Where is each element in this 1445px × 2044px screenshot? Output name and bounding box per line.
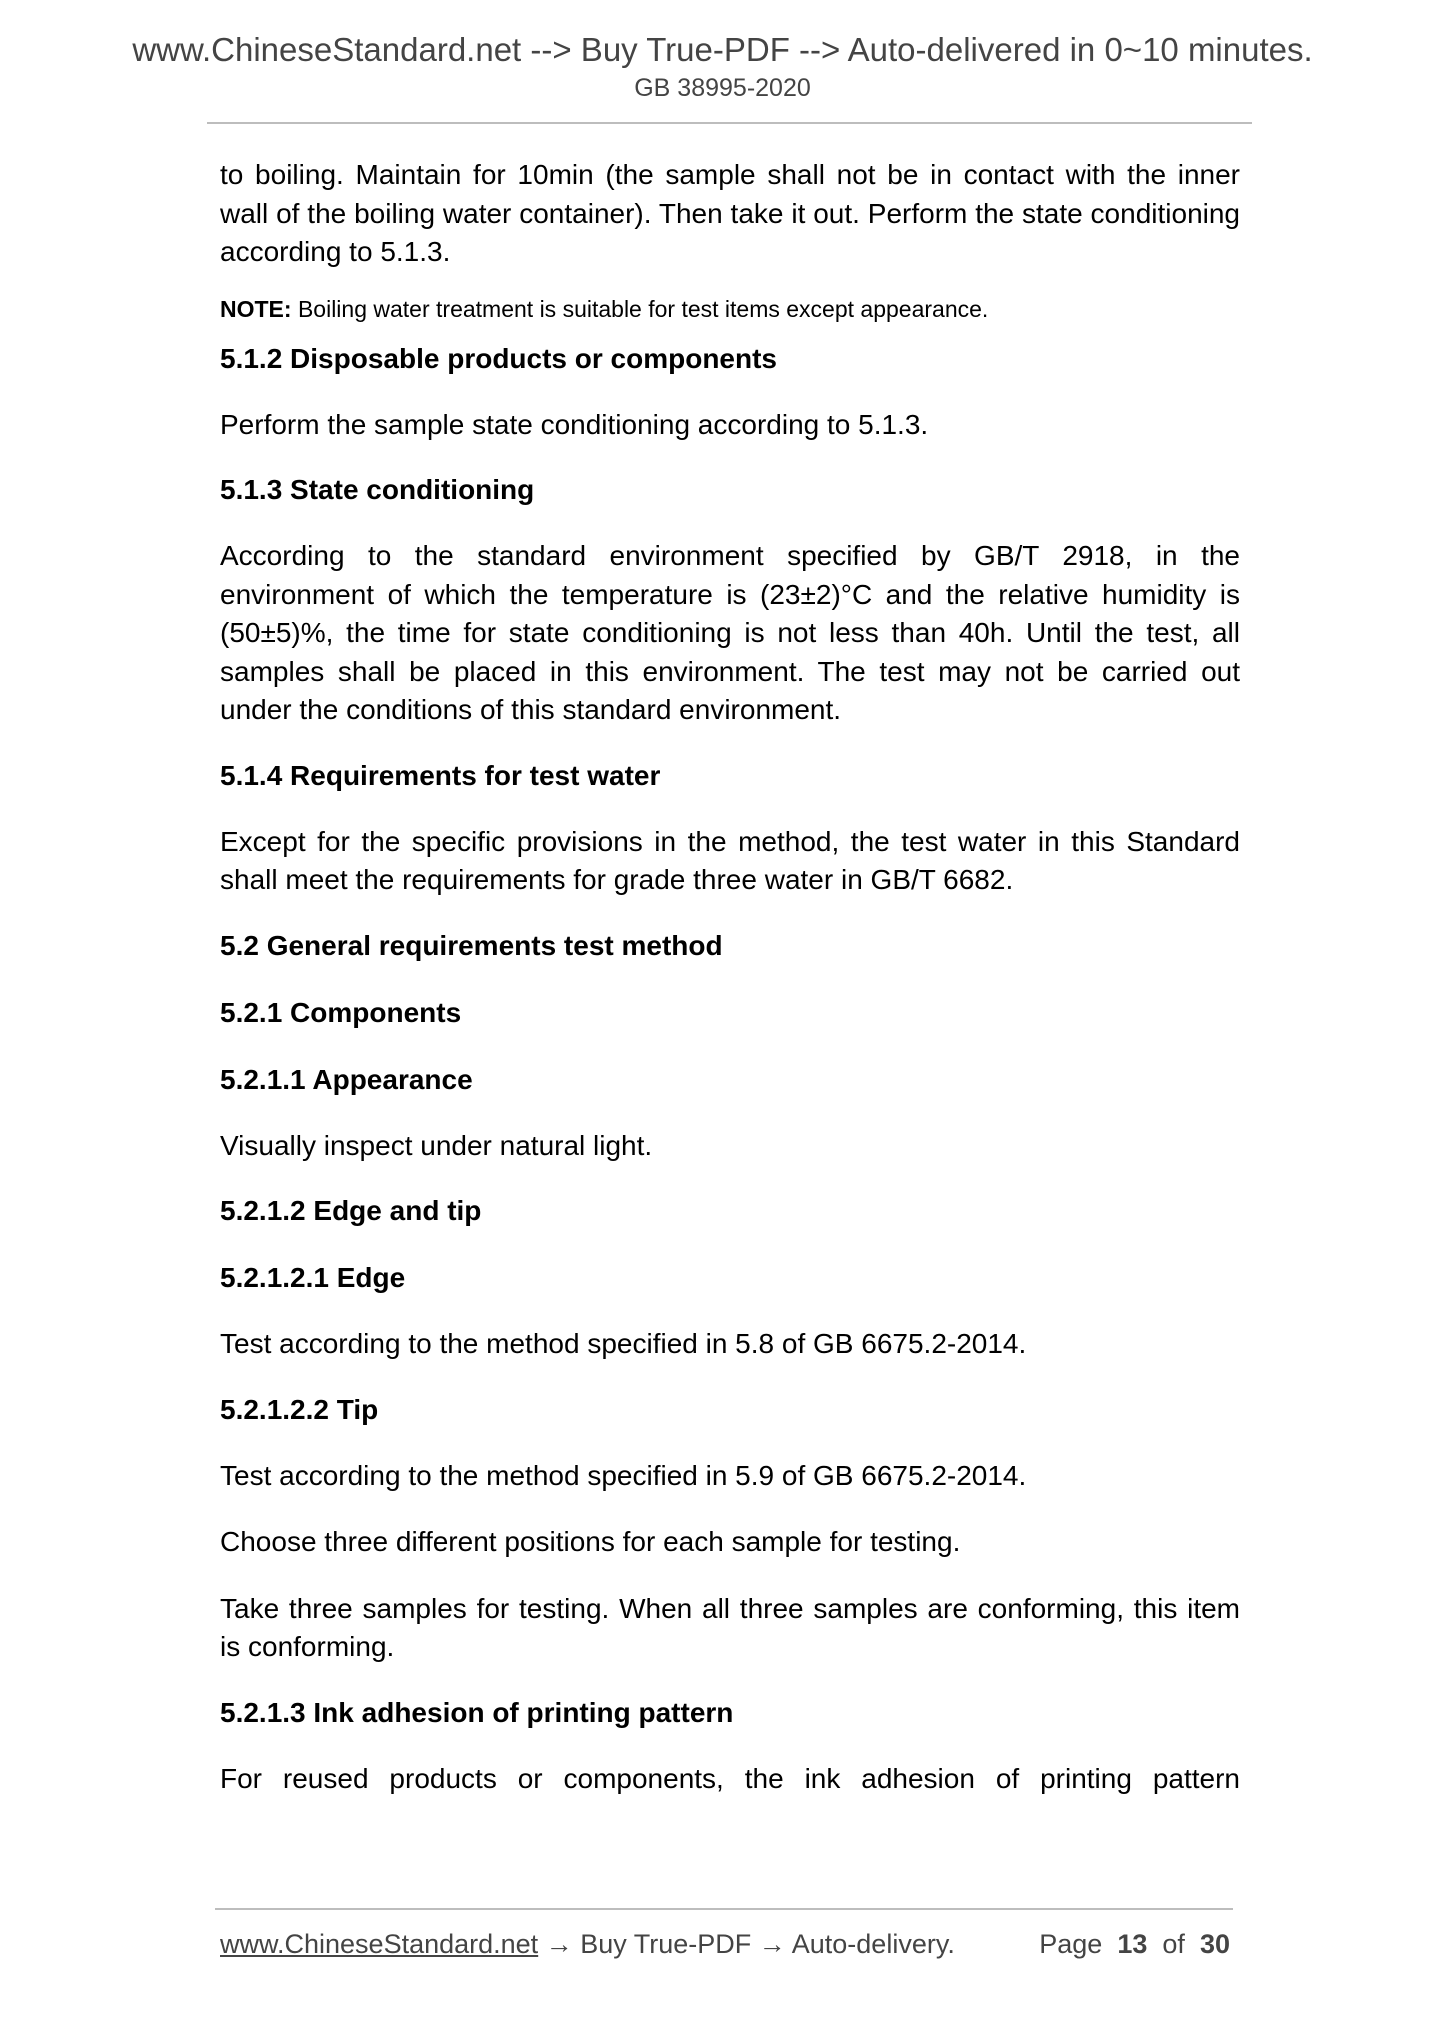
- paragraph-5-2-1-2-2-a: Test according to the method specified in 5.9 of GB 6675.2-2014.: [220, 1459, 1027, 1491]
- paragraph-5-2-1-1: Visually inspect under natural light.: [220, 1129, 653, 1161]
- paragraph-5-1-3: According to the standard environment specified by GB/T 2918, in the environment of which the temperature is (23±2)°C and the relative humidity is (50±5)%, the time for state conditioning is not less than 40h. Until the test, all samples shall be placed in this environment. The test may not be carried out under the conditions of this standard environment.: [220, 540, 1240, 725]
- footer-divider: [215, 1908, 1233, 1910]
- heading-5-2-1-2-2: 5.2.1.2.2 Tip: [220, 1393, 379, 1425]
- document-body: [220, 156, 1240, 1798]
- heading-5-2-1-1: 5.2.1.1 Appearance: [220, 1063, 473, 1095]
- document-code: GB 38995-2020: [634, 74, 811, 102]
- heading-5-2: 5.2 General requirements test method: [220, 929, 723, 961]
- paragraph-5-2-1-2-2-b: Choose three different positions for each sample for testing.: [220, 1526, 961, 1557]
- page-header: [0, 30, 1445, 104]
- paragraph-5-1-4: Except for the specific provisions in the method, the test water in this Standard shall meet the requirements for grade three water in GB/T 6682.: [220, 825, 1240, 895]
- note-text: Boiling water treatment is suitable for test items except appearance.: [297, 295, 989, 322]
- header-title: www.ChineseStandard.net --> Buy True-PDF --> Auto-delivered in 0~10 minutes.: [132, 31, 1313, 68]
- page-current: 13: [1117, 1929, 1148, 1959]
- heading-5-2-1: 5.2.1 Components: [220, 996, 462, 1028]
- paragraph-5-2-1-3: For reused products or components, the ink adhesion of printing pattern: [220, 1762, 1240, 1794]
- paragraph-5-2-1-2-2-c: Take three samples for testing. When all three samples are conforming, this item is conforming.: [220, 1592, 1240, 1662]
- page-label: Page: [1039, 1929, 1103, 1959]
- heading-5-2-1-2: 5.2.1.2 Edge and tip: [220, 1195, 482, 1226]
- footer-promo: [220, 1926, 955, 1962]
- of-label: of: [1162, 1929, 1185, 1959]
- header-divider: [207, 122, 1252, 124]
- footer-buy-text: → Buy True-PDF: [538, 1929, 759, 1959]
- note: [220, 290, 1240, 328]
- paragraph-boiling: to boiling. Maintain for 10min (the sample shall not be in contact with the inner wall of the boiling water container). Then take it out. Perform the state conditioning according to 5.1.3.: [220, 159, 1240, 267]
- page-number: [1039, 1926, 1230, 1962]
- heading-5-2-1-2-1: 5.2.1.2.1 Edge: [220, 1262, 406, 1293]
- note-label: NOTE:: [220, 295, 292, 322]
- paragraph-5-1-2: Perform the sample state conditioning according to 5.1.3.: [220, 408, 929, 440]
- heading-5-1-3: 5.1.3 State conditioning: [220, 474, 535, 505]
- heading-5-1-4: 5.1.4 Requirements for test water: [220, 759, 661, 791]
- page-total: 30: [1199, 1929, 1230, 1959]
- heading-5-1-2: 5.1.2 Disposable products or components: [220, 342, 778, 374]
- footer-delivery-text: → Auto-delivery.: [758, 1929, 955, 1959]
- footer-site-link[interactable]: www.ChineseStandard.net: [220, 1929, 539, 1959]
- heading-5-2-1-3: 5.2.1.3 Ink adhesion of printing pattern: [220, 1696, 734, 1728]
- paragraph-5-2-1-2-1: Test according to the method specified in 5.8 of GB 6675.2-2014.: [220, 1328, 1027, 1359]
